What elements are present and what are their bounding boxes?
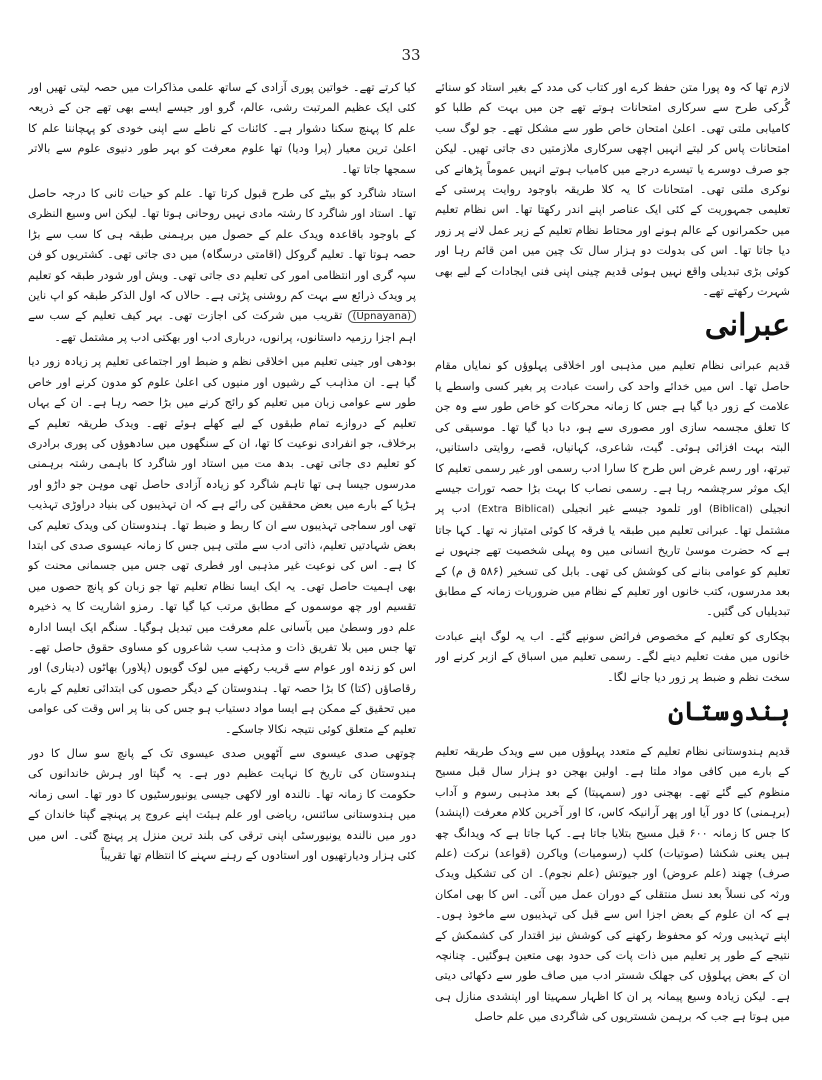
china-paragraph: لازم تھا کہ وہ پورا متن حفظ کرے اور کتاب کی مدد کے بغیر استاد کو سنائے گُرکی طرح سے سرکاری امتحانات ہوتے تھے جن میں بہت کم طلبا کو کامیابی ملتی تھی۔ اعلیٰ امتحان خاص طور سے مشکل تھے۔ جو لوگ سب امتحانات پاس کر لیتے انہیں اچھی سرکاری ملازمتیں دی جاتی تھیں۔ لیکن جو صرف دوسرے یا تیسرے درجے میں کامیاب ہوتے انہیں عموماً پڑھانے کی نوکری ملتی تھی۔ امتحانات کا یہ کلا طریقہ باوجود روایت پرستی کے تعلیمی جمہوریت کے کئی ایک عناصر اپنے اندر رکھتا تھا۔ اس نظام تعلیم میں حکمرانوں کے عالم ہونے اور محتاط نظام تعلیم کے زیر عمل لانے پر زور دیا جاتا تھا۔ اس کی بدولت دو ہزار سال تک چین میں امن قائم رہا اور کوئی بڑی تبدیلی واقع نہیں ہوئی قدیم چینی اپنی فنی ایجادات کے لیے بھی شہرت رکھتے تھے۔ bbox=[435, 81, 790, 299]
hindustan-heading-row bbox=[435, 692, 790, 738]
biblical-term: (Biblical) bbox=[708, 504, 753, 516]
left-paragraph-4: چوتھی صدی عیسوی سے آٹھویں صدی عیسوی تک کے پانچ سو سال کا دور ہندوستان کی تاریخ کا نہایت عظیم دور ہے۔ یہ گپتا اور ہرش خاندانوں کی حکومت کا زمانہ تھا۔ نالندہ اور لاکھی جیسی یونیورسٹیوں کا دور تھا۔ اسی زمانہ میں ہندوستانی سائنس، ریاضی اور علم ہیئت اپنے عروج پر پہنچے گپتا خاندان کے دور میں نالندہ یونیورسٹی اپنی ترقی کی بلند ترین منزل پر پہنچ گئی۔ اس میں کئی ہزار ودیارتھیوں اور استادوں کے رہنے سہنے کا انتظام تھا تقریباً bbox=[28, 747, 416, 863]
upnayana-term: (Upnayana) bbox=[348, 310, 416, 323]
page-number: 33 bbox=[401, 46, 421, 64]
right-column bbox=[435, 78, 790, 1068]
hebrew-paragraph-2: بچکاری کو تعلیم کے مخصوص فرائض سونپے گئے۔ اب یہ لوگ اپنے عبادت خانوں میں مفت تعلیم دینے لگے۔ رسمی تعلیم میں اسباق کے ازبر کرنے اور سخت نظم و ضبط پر زور دیا جانے لگا۔ bbox=[435, 629, 790, 684]
hindustan-paragraph-1: قدیم ہندوستانی نظام تعلیم کے متعدد پہلوؤں میں سے ویدک طریقہ تعلیم کے بارے میں کافی مواد ملتا ہے۔ اولین بھجن دو ہزار سال قبل مسیح منظوم کیے گئے تھے۔ بھجنی دور (سمہیتا) کے بعد مذہبی رسوم و آداب (برہمنی) کا دور آیا اور پھر آرانیکہ کاس، کا اور آخرین کلام معرفت (اپنشد) کا جس کا زمانہ ۶۰۰ قبل مسیح بتلایا جاتا ہے۔ کہا جاتا ہے کہ ویدانگ چھ ہیں یعنی شکشا (صوتیات) کلپ (رسومیات) ویاکرن (قواعد) نرکت (علم صرف) چھند (علم عروض) اور جیوتش (علم نجوم)۔ ان کی تشکیل ویدک ورثہ کی نسلاً بعد نسل منتقلی کے دوران عمل میں آئی۔ اس کا بھی امکان ہے کہ ان علوم کے بعض اجزا اس سے قبل کی تہذیبوں سے ماخوذ ہوں۔ اپنے تہذیبی ورثہ کو محفوظ رکھنے کی کوشش نیز اقتدار کی کشمکش کے نتیجے کے طور پر تعلیم میں ذات پات کی حدود بھی متعین ہوگئیں۔ چنانچہ ان کے بعض پہلوؤں کی جھلک شستر ادب میں صاف طور سے دکھائی دیتی ہے۔ لیکن زیادہ وسیع پیمانہ پر ان کا اظہار سمہیتا اور اپنشدی منازل ہی میں ہوتا ہے جب کہ برہمن شستریوں کی شاگردی میں علم حاصل bbox=[435, 744, 790, 1024]
left-paragraph-2-text: استاد شاگرد کو بیٹے کی طرح قبول کرتا تھا۔ علم کو حیات ثانی کا درجہ حاصل تھا۔ استاد اور شاگرد کا رشتہ مادی نہیں روحانی ہوتا تھا۔ لیکن اس وسیع النظری کے باوجود باقاعدہ ویدک علم کے حصول میں برہمنی طبقہ ہی کا سب سے بڑا حصہ ہوتا تھا۔ تعلیم گروکل (اقامتی درسگاہ) میں دی جاتی تھی۔ کشتریوں کو فن سپہ گری اور انتظامی امور کی تعلیم دی جاتی تھی۔ ویش اور شودر طبقہ کو تعلیم پر ویدک ذرائع سے بہت کم روشنی پڑتی ہے۔ حالاں کہ اول الذکر طبقہ کو اپ ناین bbox=[28, 187, 416, 303]
hebrew-paragraph-1 bbox=[435, 356, 790, 622]
left-paragraph-2-text-b: تقریب میں شرکت کی اجازت تھی۔ بہر کیف تعلیم کے سب سے اہم اجزا رزمیہ داستانوں، پرانوں، درباری ادب اور بھکتی ادب پر مشتمل تھے۔ bbox=[28, 309, 416, 344]
hebrew-heading-row bbox=[435, 306, 790, 352]
hebrew-paragraph-1-text-b: اور تلمود جیسے غیر انجیلی bbox=[561, 502, 702, 516]
section-heading-hebrew: عبرانی bbox=[704, 308, 790, 344]
left-paragraph-1: کیا کرتے تھے۔ خواتین پوری آزادی کے ساتھ علمی مذاکرات میں حصہ لیتی تھیں اور کئی ایک عظیم المرتبت رشی، عالم، گرو اور جیسے ایسے بھی تھے جن کے ذریعہ علم کا پہنچ سکنا دشوار ہے۔ کائنات کے ناطے سے اپنی خودی کو پہچاننا علم کا اعلیٰ ترین معیار (پرا ودیا) تھا علوم معرفت کو بہر طور دنیوی علوم سے بالاتر سمجھا جاتا تھا۔ bbox=[28, 81, 416, 176]
hebrew-paragraph-1-text: قدیم عبرانی نظام تعلیم میں مذہبی اور اخلاقی پہلوؤں کو نمایاں مقام حاصل تھا۔ اس میں خدائے واحد کی راست عبادت پر بغیر کسی واسطے یا علامت کے زور دیا گیا ہے جس کا زمانہ محرکات کو خاص طور سے وہ جن کا تعلق مجسمہ سازی اور مصوری سے ہو، دبا دیا گیا تھا۔ موسیقی کی البتہ بہت افزائی ہوئی۔ گیت، شاعری، کہانیاں، قصے، روایتی داستانیں، تیرتھ، اور رسم غرض اس طرح کا سارا ادب رسمی اور غیر رسمی تعلیم کا ایک موثر سرچشمہ رہا ہے۔ رسمی نصاب کا بہت بڑا حصہ تورات جیسے انجیلی bbox=[435, 359, 790, 516]
hebrew-paragraph-1-text-c: ادب پر مشتمل تھا۔ عبرانی تعلیم میں طبقہ یا فرقہ کا کوئی امتیاز نہ تھا۔ کہا جاتا ہے کہ حضرت موسیٰ تاریخ انسانی میں وہ پہلی شخصیت تھے جنہوں نے تعلیم کو عوامی بنانے کی کوشش کی تھی۔ بابل کی تسخیر (۵۸۶ ق م) کے بعد مدرسوں، کتب خانوں اور تعلیم کے نظام میں ضروریات زمانہ کے مطابق تبدیلیاں کی گئیں۔ bbox=[435, 502, 790, 619]
left-paragraph-3: بودھی اور جینی تعلیم میں اخلاقی نظم و ضبط اور اجتماعی تعلیم پر زیادہ زور دیا گیا ہے۔ ان مذاہب کے رشیوں اور منیوں کی اعلیٰ علوم کو مدون کرنے اور خاص طور سے عوامی زبان میں تعلیم کو رائج کرنے میں بڑا حصہ رہا ہے۔ ان کے یہاں تعلیم کے دروازے تمام طبقوں کے لیے کھلے ہوئے تھے۔ ویدک طریقہ تعلیم کے برخلاف، جو انفرادی نوعیت کا تھا، ان کے سنگھوں میں سادھوؤں کی پوری برادری کو تعلیم دی جاتی تھی۔ بدھ مت میں استاد اور شاگرد کا باہمی رشتہ برہمنی مدرسوں جیسا ہی تھا تاہم شاگرد کو زیادہ آزادی حاصل تھی موہن جو داڑو اور ہڑپا کے بارے میں بعض محققین کی رائے ہے کہ ان تہذیبوں کی بنیاد دراوڑی تہذیب تھی اور سماجی تہذیبوں سے ان کا ربط و ضبط تھا۔ ہندوستان کی ویدک تعلیم کی بعض شہادتیں تعلیم، ذاتی ادب سے ملتی ہیں جس کا زمانہ عیسوی صدی کی ابتدا کا ہے۔ اس کی نوعیت غیر مذہبی اور فطری تھی جس میں جسمانی محنت کو بھی اہمیت حاصل تھی۔ یہ ایک ایسا نظام تعلیم تھا جو زبان کو پانچ حصوں میں تقسیم اور چھ موسموں کے مطابق مرتب کیا گیا تھا۔ رمزو اشاریت کا یہ ذخیرہ علم دور وسطیٰ میں بآسانی علم معرفت میں تبدیل ہوگیا۔ سنگم ایک ایسا ادارہ تھا جس میں بلا تفریق ذات و مذہب سب شاعروں کو مساوی حقوق حاصل تھے۔ اس کو زندہ اور عوام سے قریب رکھنے میں لوک گویوں (پلاور) بھاٹوں (دیناری) اور رقاصاؤں (کتا) کا بڑا حصہ تھا۔ ہندوستان کے دیگر حصوں کی ابتدائی تعلیم کے بارے میں تحقیق کے ممکن ہے ایسا مواد دستیاب ہو جس کی بنا پر اس وقت کی عوامی تعلیم کے متعلق کوئی نتیجہ نکالا جاسکے۔ bbox=[28, 355, 416, 736]
extra-biblical-term: (Extra Biblical) bbox=[477, 504, 555, 516]
left-paragraph-2 bbox=[28, 184, 416, 348]
left-column bbox=[28, 78, 416, 1068]
section-heading-hindustan: ہندوستان bbox=[668, 696, 790, 727]
